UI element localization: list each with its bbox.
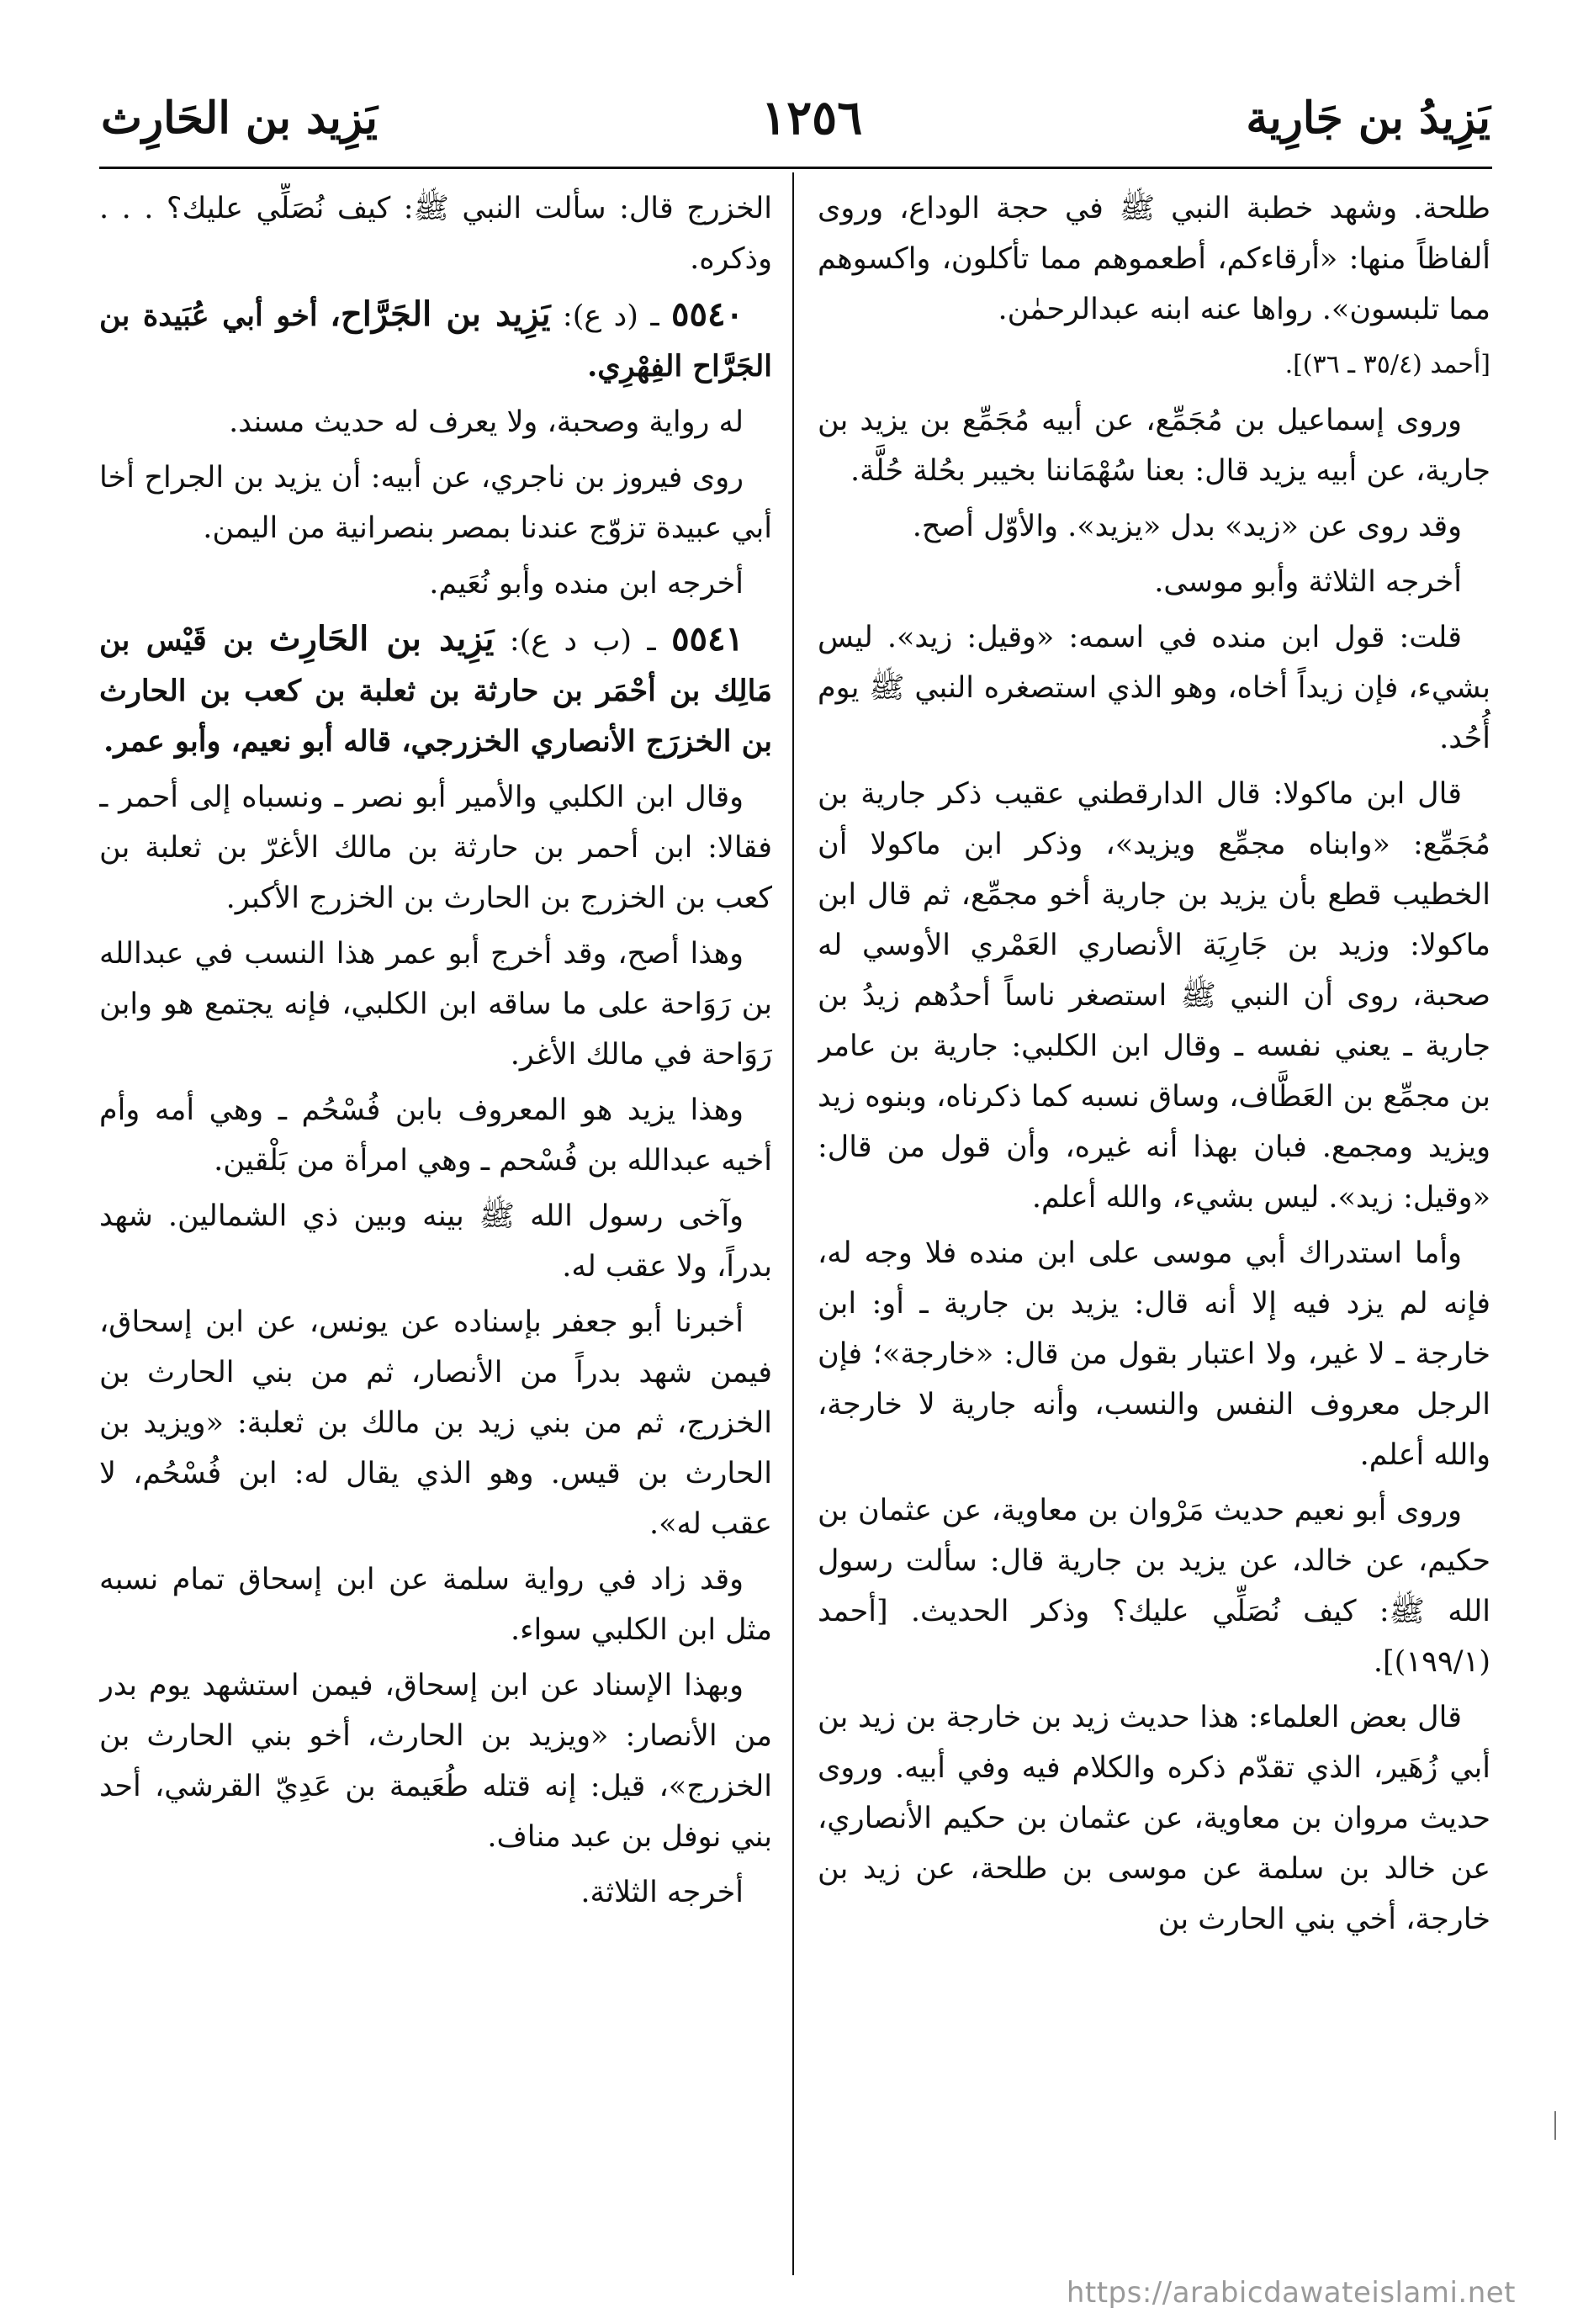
paragraph: طلحة. وشهد خطبة النبي ﷺ في حجة الوداع، وروى ألفاظاً منها: «أرقاءكم، أطعموهم مما تأكلون، واكسوهم مما تلبسون». رواها عنه ابنه عبدالرحمٰن. (818, 192, 1490, 326)
entry-code: ـ (ب د ع): (509, 624, 656, 658)
paragraph: وقال ابن الكلبي والأمير أبو نصر ـ ونسباه إلى أحمر ـ فقالا: ابن أحمر بن حارثة بن مالك الأغرّ بن ثعلبة بن كعب بن الخزرج بن الحارث بن الخزرج الأكبر. (99, 781, 772, 915)
left-column (99, 183, 772, 2295)
paragraph: وآخى رسول الله ﷺ بينه وبين ذي الشمالين. شهد بدراً، ولا عقب له. (99, 1199, 772, 1284)
paragraph: أخرجه الثلاثة. (580, 1876, 744, 1909)
paragraph: قلت: قول ابن منده في اسمه: «وقيل: زيد». ليس بشيء، فإن زيداً أخاه، وهو الذي استصغره النبي ﷺ يوم أُحُد. (818, 621, 1490, 755)
paragraph: وأما استدراك أبي موسى على ابن منده فلا وجه له، فإنه لم يزد فيه إلا أنه قال: يزيد بن جارية ـ أو: ابن خارجة ـ لا غير، ولا اعتبار بقول من قال: «خارجة»؛ فإن الرجل معروف النفس والنسب، وأنه جارية لا خارجة، والله أعلم. (818, 1236, 1490, 1472)
paragraph: أخرجه الثلاثة وأبو موسى. (1154, 565, 1462, 599)
paragraph: وبهذا الإسناد عن ابن إسحاق، فيمن استشهد يوم بدر من الأنصار: «ويزيد بن الحارث، أخو بني الحارث بن الخزرج»، قيل: إنه قتله طُعَيمة بن عَدِيّ القرشي، أحد بني نوفل بن عبد مناف. (99, 1669, 772, 1854)
running-head-left-title: يَزِيد بن الحَارِث (101, 92, 378, 144)
entry-5541 (99, 614, 772, 767)
entry-lineage: أخو أبي عُبَيدة بن الجَرَّاح الفِهْرِي. (99, 299, 772, 384)
paragraph: أخرجه ابن منده وأبو نُعَيم. (429, 567, 744, 601)
entry-number: ٥٥٤٠ (671, 294, 744, 334)
paragraph: له رواية وصحبة، ولا يعرف له حديث مسند. (229, 405, 744, 439)
paragraph: وقد روى عن «زيد» بدل «يزيد». والأوّل أصح. (912, 510, 1462, 543)
paragraph: وقد زاد في رواية سلمة عن ابن إسحاق تمام نسبه مثل ابن الكلبي سواء. (99, 1563, 772, 1647)
paragraph: وروى إسماعيل بن مُجَمِّع، عن أبيه مُجَمِّع بن يزيد بن جارية، عن أبيه يزيد قال: بعنا سُهْمَاننا بخيبر بحُلة حُلَّة. (818, 404, 1490, 488)
right-column (818, 183, 1490, 2295)
reference: [أحمد (٣٥/٤ ـ ٣٦)]. (1284, 350, 1490, 379)
paragraph: أخبرنا أبو جعفر بإسناده عن يونس، عن ابن إسحاق، فيمن شهد بدراً من الأنصار، ثم من بني الحارث بن الخزرج، ثم من بني زيد بن مالك بن ثعلبة: «ويزيد بن الحارث بن قيس. وهو الذي يقال له: ابن فُسْحُم، لا عقب له». (99, 1305, 772, 1541)
entry-name: يَزِيد بن الحَارِث (268, 619, 495, 659)
paragraph: وهذا يزيد هو المعروف بابن فُسْحُم ـ وهي أمه وأم أخيه عبدالله بن فُسْحم ـ وهي امرأة من بَلْقين. (99, 1093, 772, 1178)
paragraph: قال ابن ماكولا: قال الدارقطني عقيب ذكر جارية بن مُجَمِّع: «وابناه مجمِّع ويزيد»، وذكر ابن ماكولا أن الخطيب قطع بأن يزيد بن جارية أخو مجمِّع، ثم قال ابن ماكولا: وزيد بن جَارِيَة الأنصاري العَمْري الأوسي له صحبة، روى أن النبي ﷺ استصغر ناساً أحدُهم زيدُ بن جارية ـ يعني نفسه ـ وقال ابن الكلبي: جارية بن عامر بن مجمِّع بن العَطَّاف، وساق نسبه كما ذكرناه، وبنوه زيد ويزيد ومجمع. فبان بهذا أنه غيره، وأن قول من قال: «وقيل: زيد». ليس بشيء، والله أعلم. (818, 777, 1490, 1215)
column-divider (792, 172, 794, 2275)
header-rule (99, 167, 1492, 169)
entry-lineage: بن قَيْس بن مَالِك بن أحْمَر بن حارثة بن ثعلبة بن كعب بن الحارث بن الخزرَج الأنصاري الخزرجي، قاله أبو نعيم، وأبو عمر. (99, 623, 772, 759)
entry-name: يَزِيد بن الجَرَّاح، (330, 294, 551, 334)
running-head-right-title: يَزِيدُ بن جَارِية (1246, 92, 1490, 144)
running-head (101, 80, 1490, 156)
entry-code: ـ (د ع): (562, 299, 659, 333)
entry-number: ٥٥٤١ (671, 619, 744, 659)
paragraph: الخزرج قال: سألت النبي ﷺ: كيف نُصَلِّي عليك؟ . . . وذكره. (99, 192, 772, 276)
watermark-url: https://arabicdawateislami.net (1066, 2276, 1516, 2310)
entry-5540 (99, 289, 772, 392)
paragraph: وروى أبو نعيم حديث مَرْوان بن معاوية، عن عثمان بن حكيم، عن خالد، عن يزيد بن جارية قال: سألت رسول الله ﷺ: كيف نُصَلِّي عليك؟ وذكر الحديث. [أحمد (١٩٩/١)]. (818, 1494, 1490, 1679)
paragraph: قال بعض العلماء: هذا حديث زيد بن خارجة بن زيد بن أبي زُهَير، الذي تقدّم ذكره والكلام فيه وفي أبيه. وروى حديث مروان بن معاوية، عن عثمان بن حكيم الأنصاري، عن خالد بن سلمة عن موسى بن طلحة، عن زيد بن خارجة، أخي بني الحارث بن (818, 1701, 1490, 1936)
paragraph: روى فيروز بن ناجري، عن أبيه: أن يزيد بن الجراح أخا أبي عبيدة تزوّج عندنا بمصر بنصرانية من اليمن. (99, 461, 772, 545)
paragraph: وهذا أصح، وقد أخرج أبو عمر هذا النسب في عبدالله بن رَوَاحة على ما ساقه ابن الكلبي، فإنه يجتمع هو وابن رَوَاحة في مالك الأغر. (99, 937, 772, 1072)
page-number: ١٢٥٦ (761, 90, 863, 146)
margin-mark (1554, 2111, 1556, 2140)
